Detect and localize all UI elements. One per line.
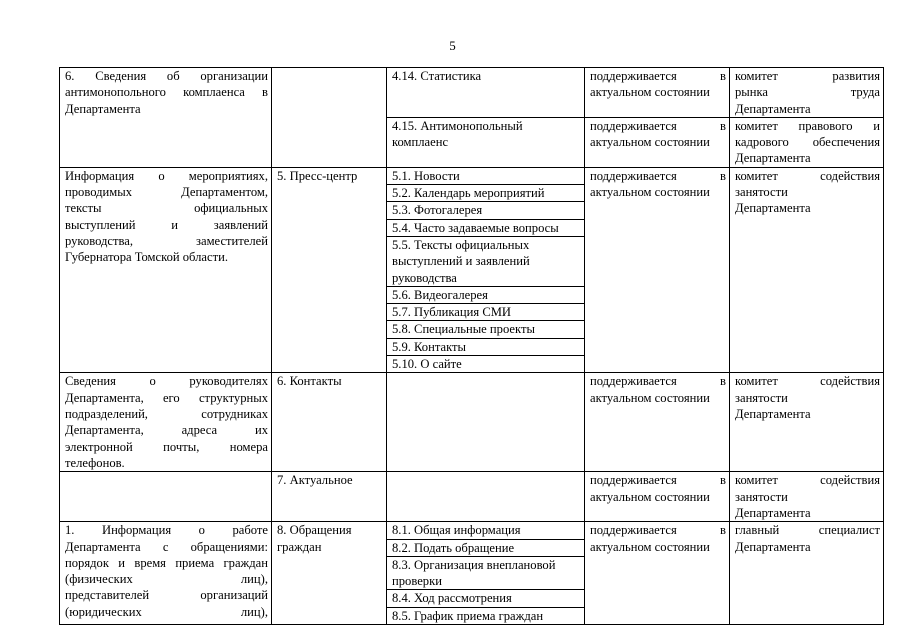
subsection-cell (387, 472, 585, 522)
status-cell: поддерживается в актуальном состоянии (585, 522, 730, 625)
page-number: 5 (449, 38, 456, 53)
section-cell: 8. Обращения граждан (272, 522, 387, 625)
responsible-cell: комитет правового и кадрового обеспечения Департамента (730, 117, 884, 167)
subsection-cell (387, 522, 585, 625)
responsible-cell: комитет содействия занятости Департамента (730, 167, 884, 373)
subsection-cell: 4.14. Статистика (387, 68, 585, 118)
list-item: 5.6. Видеогалерея (387, 287, 584, 304)
status-cell: поддерживается в актуальном состоянии (585, 472, 730, 522)
table-row (60, 373, 884, 472)
section-cell: 7. Актуальное (272, 472, 387, 522)
list-item: 5.1. Новости (387, 168, 584, 185)
status-cell: поддерживается в актуальном состоянии (585, 373, 730, 472)
info-cell (60, 472, 272, 522)
info-cell: Информация о мероприятиях, проводимых Департаментом, тексты официальных выступлений и заявлений руководства, заместителей Губернатора Томской области. (60, 167, 272, 373)
list-item: 8.4. Ход рассмотрения (387, 590, 584, 607)
responsible-cell: комитет содействия занятости Департамента (730, 472, 884, 522)
list-item: 5.10. О сайте (392, 357, 462, 372)
responsible-cell: главный специалист Департамента (730, 522, 884, 625)
subsection-cell (387, 373, 585, 472)
table-row (60, 68, 884, 118)
responsible-cell: комитет содействия занятости Департамента (730, 373, 884, 472)
info-cell: 6. Сведения об организации антимонопольного комплаенса в Департамента (60, 68, 272, 168)
status-cell: поддерживается в актуальном состоянии (585, 167, 730, 373)
list-item: 5.5. Тексты официальных выступлений и заявлений руководства (387, 237, 584, 287)
table-row (60, 472, 884, 522)
responsible-cell: комитет развития рынка труда Департамента (730, 68, 884, 118)
subsection-cell (387, 167, 585, 373)
status-cell: поддерживается в актуальном состоянии (585, 68, 730, 118)
table-row (60, 522, 884, 625)
list-item: 5.8. Специальные проекты (387, 321, 584, 338)
status-cell: поддерживается в актуальном состоянии (585, 117, 730, 167)
list-item: 5.7. Публикация СМИ (387, 304, 584, 321)
table-row (60, 167, 884, 373)
list-item: 5.4. Часто задаваемые вопросы (387, 220, 584, 237)
list-item: 5.9. Контакты (387, 339, 584, 356)
list-item: 8.2. Подать обращение (387, 540, 584, 557)
info-table (59, 67, 884, 625)
info-cell: Сведения о руководителях Департамента, его структурных подразделений, сотрудниках Департамента, адреса их электронной почты, номера телефонов. (60, 373, 272, 472)
list-item: 5.3. Фотогалерея (387, 202, 584, 219)
info-cell: 1. Информация о работе Департамента с обращениями: порядок и время приема граждан (физических лиц), представителей организаций (юридических лиц), (60, 522, 272, 625)
section-cell: 6. Контакты (272, 373, 387, 472)
section-cell: 5. Пресс-центр (272, 167, 387, 373)
section-cell (272, 68, 387, 168)
list-item: 5.2. Календарь мероприятий (387, 185, 584, 202)
list-item: 8.3. Организация внеплановой проверки (387, 557, 584, 591)
subsection-cell: 4.15. Антимонопольный комплаенс (387, 117, 585, 167)
list-item: 8.5. График приема граждан (392, 608, 544, 623)
list-item: 8.1. Общая информация (387, 522, 584, 539)
